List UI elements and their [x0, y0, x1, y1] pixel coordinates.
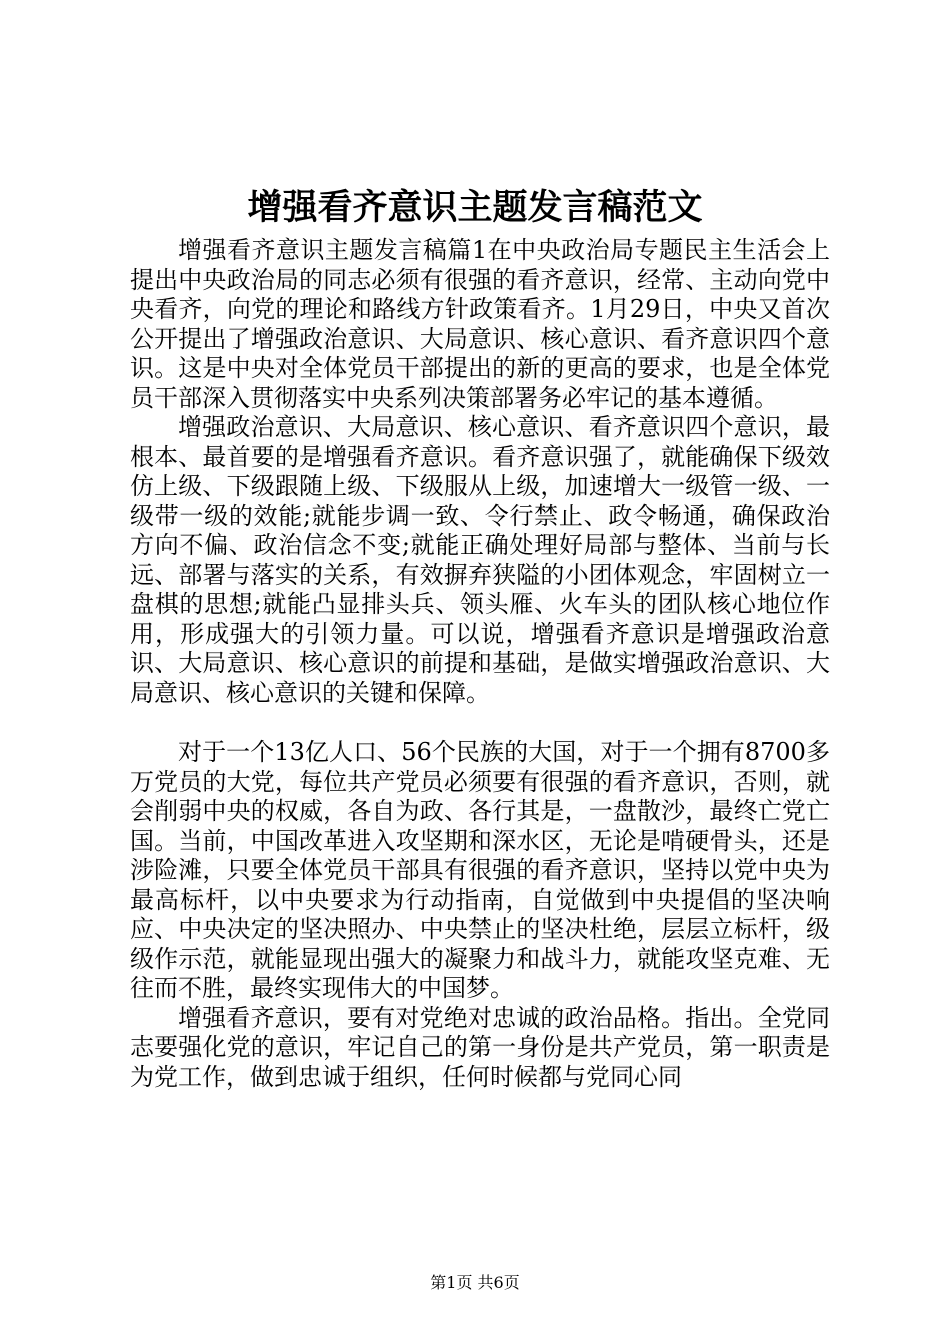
paragraph: 对于一个13亿人口、56个民族的大国，对于一个拥有8700多万党员的大党，每位共产党员必须要有很强的看齐意识，否则，就会削弱中央的权威，各自为政、各行其是，一盘散沙，最终亡党亡国。当前，中国改革进入攻坚期和深水区，无论是啃硬骨头，还是涉险滩，只要全体党员干部具有很强的看齐意识，坚持以党中央为最高标杆，以中央要求为行动指南，自觉做到中央提倡的坚决响应、中央决定的坚决照办、中央禁止的坚决杜绝，层层立标杆，级级作示范，就能显现出强大的凝聚力和战斗力，就能攻坚克难、无往而不胜，最终实现伟大的中国梦。 [130, 738, 830, 1002]
document-title: 增强看齐意识主题发言稿范文 [247, 188, 703, 228]
page-number-footer: 第1页 共6页 [430, 1273, 520, 1292]
paragraph: 增强看齐意识主题发言稿篇1在中央政治局专题民主生活会上提出中央政治局的同志必须有很强的看齐意识，经常、主动向党中央看齐，向党的理论和路线方针政策看齐。1月29日，中央又首次公开提出了增强政治意识、大局意识、核心意识、看齐意识四个意识。这是中央对全体党员干部提出的新的更高的要求，也是全体党员干部深入贯彻落实中央系列决策部署务必牢记的基本遵循。 [130, 236, 830, 412]
paragraph: 增强政治意识、大局意识、核心意识、看齐意识四个意识，最根本、最首要的是增强看齐意识。看齐意识强了，就能确保下级效仿上级、下级跟随上级、下级服从上级，加速增大一级管一级、一级带一级的效能;就能步调一致、令行禁止、政令畅通，确保政治方向不偏、政治信念不变;就能正确处理好局部与整体、当前与长远、部署与落实的关系，有效摒弃狭隘的小团体观念，牢固树立一盘棋的思想;就能凸显排头兵、领头雁、火车头的团队核心地位作用，形成强大的引领力量。可以说，增强看齐意识是增强政治意识、大局意识、核心意识的前提和基础，是做实增强政治意识、大局意识、核心意识的关键和保障。 [130, 413, 830, 707]
document-body [130, 236, 830, 1092]
paragraph: 增强看齐意识，要有对党绝对忠诚的政治品格。指出。全党同志要强化党的意识，牢记自己的第一身份是共产党员，第一职责是为党工作，做到忠诚于组织，任何时候都与党同心同 [130, 1003, 830, 1091]
